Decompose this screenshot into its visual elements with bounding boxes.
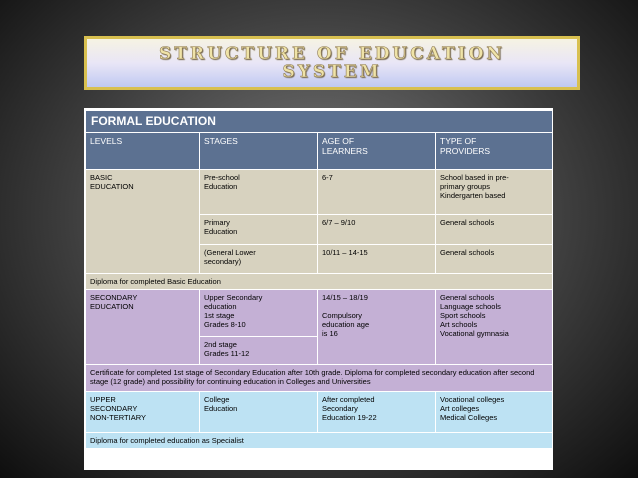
level-upper-secondary-non-tertiary: UPPER SECONDARY NON-TERTIARY — [86, 392, 200, 433]
secondary-education-note: Certificate for completed 1st stage of Secondary Education after 10th grade. Diploma for completed secondary education after second stage (12 grade) and possibility for continuing education in Colleges and Universities — [86, 365, 553, 392]
age-cell: 10/11 – 14-15 — [318, 245, 436, 274]
table-title-row — [86, 111, 553, 133]
stage-cell: Primary Education — [200, 215, 318, 245]
stage-cell: College Education — [200, 392, 318, 433]
slide-title-line-1: STRUCTURE OF EDUCATION — [159, 44, 505, 64]
age-cell: After completed Secondary Education 19-22 — [318, 392, 436, 433]
table-row — [86, 392, 553, 433]
table-row — [86, 274, 553, 290]
education-structure-table — [85, 110, 553, 449]
column-header-stages: STAGES — [200, 133, 318, 170]
column-header-age: AGE OF LEARNERS — [318, 133, 436, 170]
age-cell: 6-7 — [318, 170, 436, 215]
upper-education-note: Diploma for completed education as Specialist — [86, 433, 553, 449]
basic-education-note: Diploma for completed Basic Education — [86, 274, 553, 290]
slide-title-box — [84, 36, 580, 90]
education-table-container — [84, 108, 553, 470]
table-row — [86, 365, 553, 392]
table-heading: FORMAL EDUCATION — [86, 111, 553, 133]
stage-cell: Upper Secondary education 1st stage Grades 8-10 — [200, 290, 318, 337]
provider-cell: General schools — [436, 245, 553, 274]
level-basic-education: BASIC EDUCATION — [86, 170, 200, 274]
age-cell: 6/7 – 9/10 — [318, 215, 436, 245]
column-header-providers: TYPE OF PROVIDERS — [436, 133, 553, 170]
provider-cell: General schools Language schools Sport schools Art schools Vocational gymnasia — [436, 290, 553, 365]
age-cell: 14/15 – 18/19 Compulsory education age is 16 — [318, 290, 436, 365]
table-row — [86, 170, 553, 215]
provider-cell: Vocational colleges Art colleges Medical Colleges — [436, 392, 553, 433]
stage-cell: Pre-school Education — [200, 170, 318, 215]
column-header-levels: LEVELS — [86, 133, 200, 170]
column-header-row — [86, 133, 553, 170]
provider-cell: General schools — [436, 215, 553, 245]
table-row — [86, 433, 553, 449]
slide-title-line-2: SYSTEM — [282, 62, 382, 82]
level-secondary-education: SECONDARY EDUCATION — [86, 290, 200, 365]
table-row — [86, 290, 553, 337]
provider-cell: School based in pre- primary groups Kindergarten based — [436, 170, 553, 215]
stage-cell: 2nd stage Grades 11-12 — [200, 337, 318, 365]
stage-cell: (General Lower secondary) — [200, 245, 318, 274]
